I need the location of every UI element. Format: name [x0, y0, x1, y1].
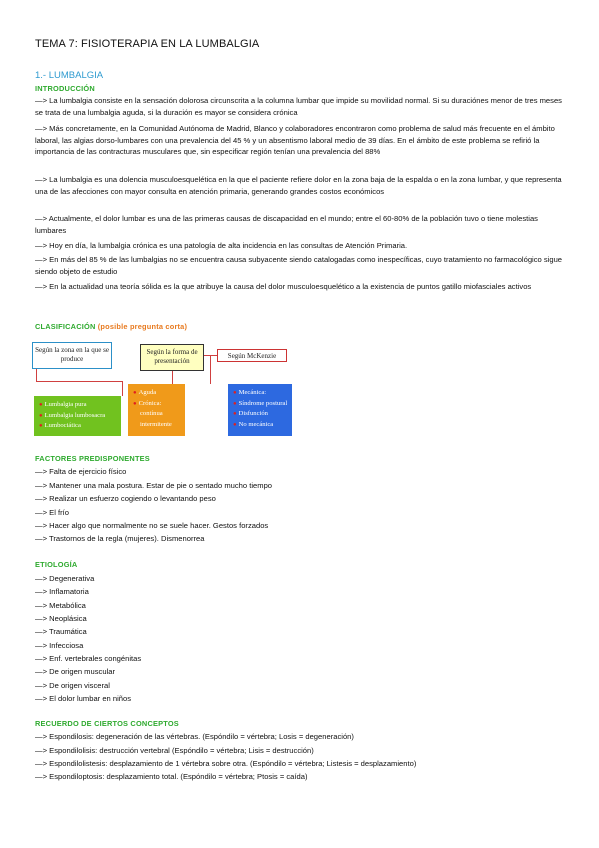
diagram-item [233, 399, 289, 410]
intro-paragraph-2: —> Más concretamente, en la Comunidad Autónoma de Madrid, Blanco y colaboradores encontraron como problema de salud más frecuente en el ámbito laboral, las algias dorso-lumbares con una prevalencia del 45 % y un absentismo laboral medio de 39 días. En el ámbito de este problema se refirió la importancia de las contracturas musculares que, sin especificar región tenían una prevalencia del 88% [35, 124, 555, 157]
intro-paragraph-3: —> La lumbalgia es una dolencia musculoesquelética en la que el paciente refiere dolor en la zona baja de la espalda o en la zona lumbar, y que representa una de las afecciones con mayor consulta en atención primaria, generando grandes costos económicos [35, 175, 562, 196]
etiologia-item: —> Metabólica [35, 601, 86, 610]
diagram-item [133, 409, 182, 420]
diagram-item-label: Lumbalgia lumbosacra [44, 411, 106, 419]
connector-line [122, 381, 123, 396]
heading-recuerdo: RECUERDO DE CIERTOS CONCEPTOS [35, 719, 179, 728]
bullet-icon: ● [233, 390, 237, 396]
diagram-item [39, 411, 118, 422]
factor-item: —> Falta de ejercicio físico [35, 467, 127, 476]
etiologia-item: —> Inflamatoria [35, 587, 89, 596]
diagram-item-label: No mecánica [238, 420, 274, 428]
paren-open: ( [95, 322, 101, 331]
diagram-item-label: Lumbociática [44, 422, 81, 429]
concepto-item: —> Espondiloptosis: desplazamiento total. (Espóndilo = vértebra; Ptosis = caída) [35, 772, 308, 781]
paren-close: ) [184, 322, 188, 331]
clasificacion-diagram [18, 342, 318, 440]
etiologia-item: —> De origen muscular [35, 667, 115, 676]
bullet-icon: ● [39, 423, 43, 429]
heading-factores: FACTORES PREDISPONENTES [35, 454, 150, 463]
factor-item: —> El frío [35, 508, 69, 517]
diagram-item-label: Síndrome postural [238, 399, 288, 407]
intro-paragraph-7: —> En la actualidad una teoría sólida es la que atribuye la causa del dolor musculoesquelético a la existencia de puntos gatillo miofasciales activos [35, 282, 532, 291]
etiologia-item: —> Traumática [35, 627, 87, 636]
box-segun-forma: Según la forma de presentación [140, 344, 204, 371]
diagram-item [39, 400, 118, 411]
etiologia-item: —> Enf. vertebrales congénitas [35, 654, 142, 663]
section-heading-lumbalgia: 1.- LUMBALGIA [35, 70, 104, 81]
etiologia-item: —> Degenerativa [35, 574, 95, 583]
box-forma-items [128, 384, 185, 436]
factor-item: —> Mantener una mala postura. Estar de pie o sentado mucho tiempo [35, 481, 273, 490]
diagram-item [133, 399, 182, 410]
concepto-item: —> Espondilosis: degeneración de las vértebras. (Espóndilo = vértebra; Losis = degeneración) [35, 732, 354, 741]
factor-item: —> Trastornos de la regla (mujeres). Dismenorrea [35, 534, 205, 543]
diagram-item [133, 420, 182, 431]
diagram-item [133, 388, 182, 399]
connector-line [210, 355, 211, 384]
concepto-item: —> Espondilolistesis: desplazamiento de 1 vértebra sobre otra. (Espóndilo = vértebra; Listesis = desplazamiento) [35, 759, 417, 768]
bullet-icon: ● [233, 421, 237, 428]
diagram-item [233, 388, 289, 399]
intro-paragraph-5: —> Hoy en día, la lumbalgia crónica es una patología de alta incidencia en las consultas de Atención Primaria. [35, 241, 408, 250]
factor-item: —> Hacer algo que normalmente no se suele hacer. Gestos forzados [35, 521, 269, 530]
heading-introduccion: INTRODUCCIÓN [35, 84, 95, 93]
box-segun-zona: Según la zona en la que se produce [32, 342, 112, 369]
clasificacion-note: posible pregunta corta [100, 322, 185, 331]
box-segun-mckenzie: Según McKenzie [217, 349, 287, 362]
bullet-icon: ● [133, 390, 137, 396]
intro-paragraph-6: —> En más del 85 % de las lumbalgias no se encuentra causa subyacente siendo catalogadas como inespecíficas, cuyo tratamiento no farmacológico sigue siendo objeto de estudio [35, 255, 563, 276]
diagram-item-label: Crónica: [138, 399, 162, 407]
bullet-icon: ● [233, 400, 237, 407]
diagram-item-label: Disfunción [238, 410, 268, 417]
diagram-item-label: intermitente [140, 420, 172, 428]
box-mckenzie-items [228, 384, 292, 436]
bullet-icon: ● [133, 400, 137, 407]
diagram-item-label: Lumbalgia pura [44, 401, 87, 408]
bullet-icon: ● [39, 402, 43, 408]
concepto-item: —> Espondilolisis: destrucción vertebral (Espóndilo = vértebra; Lisis = destrucción) [35, 746, 314, 755]
connector-line [172, 371, 173, 384]
diagram-item-label: Mecánica: [238, 389, 267, 396]
connector-line [36, 381, 122, 382]
diagram-item-label: Aguda [138, 389, 157, 396]
diagram-item-label: contínua [140, 410, 163, 417]
connector-line [36, 369, 37, 381]
diagram-item [233, 409, 289, 420]
bullet-icon: ● [39, 412, 43, 419]
diagram-item [39, 421, 118, 432]
etiologia-item: —> De origen visceral [35, 681, 110, 690]
bullet-icon: ● [233, 411, 237, 417]
heading-clasificacion [35, 322, 187, 331]
box-zona-items [34, 396, 121, 436]
diagram-item [233, 420, 289, 431]
etiologia-item: —> El dolor lumbar en niños [35, 694, 132, 703]
clasificacion-label: CLASIFICACIÓN [35, 322, 96, 331]
intro-paragraph-4: —> Actualmente, el dolor lumbar es una de las primeras causas de discapacidad en el mundo; entre el 60-80% de la población tuvo o tiene molestias lumbares [35, 214, 538, 235]
heading-etiologia: ETIOLOGÍA [35, 560, 78, 569]
etiologia-item: —> Infecciosa [35, 641, 84, 650]
document-title: TEMA 7: FISIOTERAPIA EN LA LUMBALGIA [35, 38, 260, 50]
etiologia-item: —> Neoplásica [35, 614, 87, 623]
intro-paragraph-1: —> La lumbalgia consiste en la sensación dolorosa circunscrita a la columna lumbar que impide su movilidad normal. Si su duraciónes menor de tres meses se trata de una lumbalgia aguda, si la duración es mayor se considera crónica [35, 96, 562, 117]
factor-item: —> Realizar un esfuerzo cogiendo o levantando peso [35, 494, 216, 503]
